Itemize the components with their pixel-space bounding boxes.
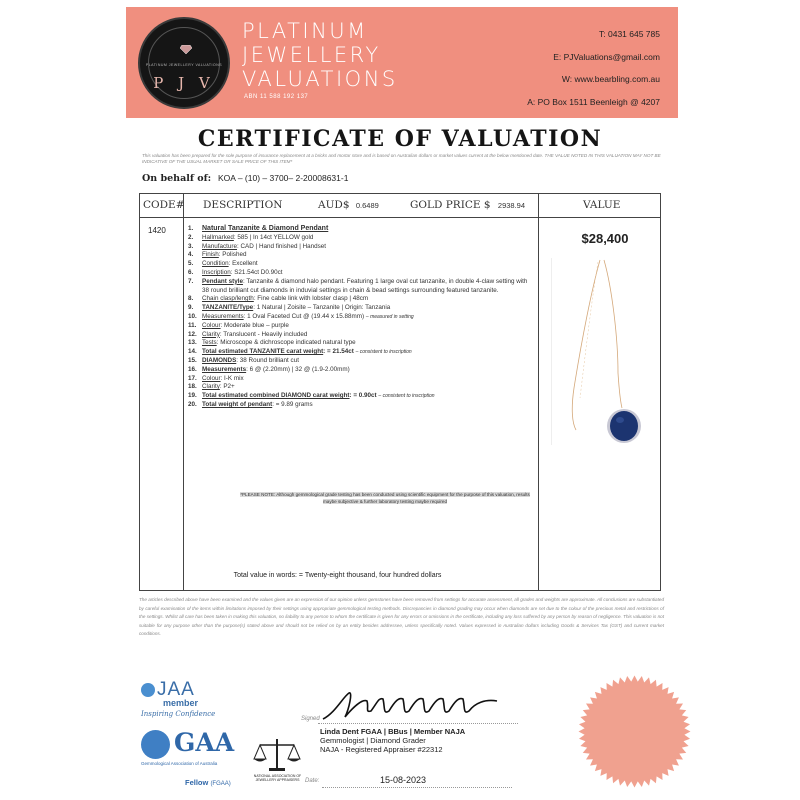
list-item [188, 304, 528, 313]
item-text: : 38 Round brilliant cut [236, 356, 299, 364]
item-label: Colour [202, 321, 221, 329]
item-text: : 1 Oval Faceted Cut @ (19.44 x 15.88mm) [243, 312, 365, 320]
date-line [322, 787, 512, 788]
item-text: : = 21.54ct [323, 348, 354, 356]
item-number: 19. [188, 392, 197, 400]
item-number: 20. [188, 400, 197, 408]
item-number: 17. [188, 374, 197, 382]
item-label: Total weight of pendant [202, 400, 273, 408]
item-text: : Excellent [228, 260, 258, 268]
signer-title: Gemmologist | Diamond Grader [320, 736, 426, 745]
item-code: 1420 [148, 226, 166, 235]
list-item [188, 322, 528, 331]
item-text: : = 0.90ct [349, 392, 377, 400]
item-label: TANZANITE/Type [202, 304, 254, 312]
signer-name: Linda Dent FGAA | BBus | Member NAJA [320, 727, 466, 736]
logo-ring-text: PLATINUM JEWELLERY VALUATIONS [145, 63, 223, 67]
item-number: 9. [188, 304, 194, 312]
item-text: : = 9.89 grams [272, 400, 313, 408]
item-number: 4. [188, 251, 194, 259]
seal-starburst [579, 676, 691, 788]
list-item [188, 375, 528, 384]
company-logo [138, 17, 230, 109]
item-number: 7. [188, 277, 194, 285]
item-label: Total estimated combined DIAMOND carat weight [202, 392, 350, 400]
item-text: : P2+ [219, 383, 235, 391]
naja-name: NATIONAL ASSOCIATION OF JEWELLERY APPRAISERS [253, 774, 302, 782]
code-header: CODE# [143, 199, 185, 211]
item-note: – consistent to inscription [378, 393, 435, 400]
list-item [188, 243, 528, 252]
on-behalf-of [142, 173, 349, 184]
jaa-emblem-icon [141, 683, 155, 697]
item-text: : CAD | Hand finished | Handset [237, 242, 327, 250]
list-item [188, 260, 528, 269]
item-label: Inscription [202, 268, 231, 276]
item-number: 13. [188, 339, 197, 347]
item-number: 2. [188, 233, 194, 241]
item-text: : I-K mix [220, 374, 244, 382]
item-label: Tests [202, 339, 217, 347]
gaa-emblem-icon [141, 730, 170, 759]
valuation-disclaimer: This valuation has been prepared for the sole purpose of insurance replacement at a bricks and mortar store and is based on Australian dollars or market values current at the below mentioned date. THE VALUE NOTED IN THIS VALUATION MAY NOT BE INDICATIVE OF THE USUAL MARKET OR SALE PRICE OF THIS ITEM* [142, 153, 661, 164]
website-address: W: www.bearbling.com.au [561, 74, 660, 84]
on-behalf-label: On behalf of: [142, 173, 212, 184]
column-divider [538, 194, 539, 590]
brand-line: VALUATIONS [242, 67, 398, 91]
item-text: : S21.54ct D0.90ct [230, 268, 283, 276]
list-item [188, 278, 528, 296]
header-divider [140, 217, 660, 218]
item-label: Finish [202, 251, 219, 259]
chain-left [572, 260, 600, 430]
item-number: 8. [188, 295, 194, 303]
item-label: Clarity [202, 330, 220, 338]
list-item [188, 401, 528, 410]
item-note: – measured in setting [365, 313, 414, 320]
gaa-fellow-text: Fellow [185, 778, 209, 787]
scales-icon [250, 737, 305, 773]
item-number: 6. [188, 268, 194, 276]
list-item [188, 348, 528, 357]
aud-rate: 0.6489 [355, 201, 379, 210]
gaa-wordmark: GAA [174, 728, 235, 757]
email-address: E: PJValuations@gmail.com [553, 51, 660, 62]
list-item [188, 225, 528, 234]
jaa-member-text: member [163, 698, 199, 708]
item-text: : Translucent - Heavily included [219, 330, 308, 338]
item-number: 14. [188, 348, 197, 356]
list-item [188, 295, 528, 304]
valuation-amount: $28,400 [581, 231, 629, 246]
item-text: : Fine cable link with lobster clasp | 48cm [253, 295, 369, 303]
brand-line: JEWELLERY [242, 43, 381, 67]
item-title: Natural Tanzanite & Diamond Pendant [202, 225, 329, 232]
signed-label: Signed [301, 716, 320, 722]
aud-header [318, 199, 379, 211]
item-number: 15. [188, 356, 197, 364]
item-label: Measurements [202, 312, 244, 320]
document-title: CERTIFICATE OF VALUATION [197, 126, 603, 152]
brand-line: PLATINUM [242, 19, 368, 43]
item-label: Condition [202, 260, 229, 268]
testing-note-text: *PLEASE NOTE: Although gemmological grade testing has been conducted using scientific equipment for the purpose of this valuation, results maybe subjective & further laboratory testing maybe required [240, 492, 530, 504]
item-label: Measurements [202, 365, 247, 373]
item-label: Hallmarked [202, 233, 234, 241]
testing-note [240, 492, 530, 505]
item-number: 18. [188, 383, 197, 391]
jaa-tagline: Inspiring Confidence [141, 710, 216, 718]
item-label: Total estimated TANZANITE carat weight [202, 348, 324, 356]
description-list [188, 225, 528, 410]
item-number: 12. [188, 330, 197, 338]
gaa-fellow-abbr: (FGAA) [210, 781, 231, 787]
total-value-in-words: Total value in words: = Twenty-eight thousand, four hundred dollars [233, 572, 442, 579]
item-text: : 6 @ (2.20mm) | 32 @ (1.9-2.00mm) [246, 365, 350, 373]
item-text: : 1 Natural | Zoisite – Tanzanite | Origin: Tanzania [253, 304, 391, 312]
certificate-disclaimer: The articles described above have been examined and the values given are an expression of our opinion unless gemstones have been removed from settings for accurate assessment, all grades and weights are approximate. All conclusions are substantiated by careful examination of the items within limitations imposed by their settings using appropriate gemmological testing methods. Discrepancies in diamond grading may occur when diamonds are set due to the colour of the precious metal and restrictions of the settings. Whilst all care has been taken in making this valuation, no liability to any person to whom the certificate is given for any errors or omissions in the certificate, including any loss suffered by any person by reason of negligence. This valuation is not suitable for any purpose other than the purpose(s) stated above and should not be relied on by an entity besides addressee, unless specifically noted. Values expressed in Australian dollars including Goods & Services Tax (GST) and current market conditions. [139, 597, 664, 637]
diamond-icon [180, 45, 192, 54]
description-header: DESCRIPTION [203, 199, 283, 211]
gaa-full-name: Gemmological Association of Australia [141, 761, 218, 766]
item-number: 10. [188, 312, 197, 320]
date-label: Date: [305, 778, 320, 784]
item-note: – consistent to inscription [355, 349, 412, 356]
item-number: 11. [188, 321, 197, 329]
list-item [188, 392, 528, 401]
list-item [188, 357, 528, 366]
tanzanite-stone [610, 411, 638, 441]
item-number: 16. [188, 365, 197, 373]
gaa-fellow-label [185, 778, 231, 787]
item-label: Chain clasp/length [202, 295, 254, 303]
letterhead [126, 7, 678, 118]
gold-price-header [410, 199, 525, 211]
pendant-photo [551, 258, 649, 445]
list-item [188, 313, 528, 322]
item-text: : Microscope & dichroscope indicated natural type [216, 339, 356, 347]
item-text: : 585 | In 14ct YELLOW gold [233, 233, 314, 241]
chain-right [604, 260, 622, 408]
contact-details [527, 23, 660, 113]
list-item [188, 383, 528, 392]
signer-registration: NAJA - Registered Appraiser #22312 [320, 745, 443, 754]
valuation-date: 15-08-2023 [380, 775, 427, 785]
on-behalf-value: KOA – (10) – 3700– 2-20008631-1 [218, 173, 349, 183]
naja-logo [250, 737, 305, 782]
list-item [188, 366, 528, 375]
gold-price-value: 2938.94 [497, 201, 526, 210]
list-item [188, 331, 528, 340]
item-number: 3. [188, 242, 194, 250]
item-label: Colour [202, 374, 221, 382]
list-item [188, 251, 528, 260]
item-number: 1. [188, 225, 194, 232]
signer-details [320, 727, 465, 754]
item-number: 5. [188, 260, 194, 268]
item-label: Pendant style [202, 277, 243, 285]
item-label: DIAMONDS [202, 356, 237, 364]
abn-number: ABN 11 588 192 137 [244, 94, 309, 100]
aud-label: AUD$ [318, 199, 350, 211]
logo-initials: P J V [153, 74, 215, 92]
column-divider [183, 194, 184, 590]
list-item [188, 339, 528, 348]
signature-line [318, 723, 518, 724]
list-item [188, 269, 528, 278]
phone-number: T: 0431 645 785 [599, 29, 660, 39]
item-text: : Tanzanite & diamond halo pendant. Featuring 1 large oval cut tanzanite, in double 4-claw setting with 38 round brilliant cut diamonds in induvial settings in chain & bead settings surrounding featured tanzanite. [202, 277, 528, 294]
list-item [188, 234, 528, 243]
jaa-wordmark: JAA [157, 679, 195, 700]
postal-address: A: PO Box 1511 Beenleigh @ 4207 [527, 96, 660, 107]
brand-name [242, 19, 398, 91]
signature-image [315, 683, 525, 727]
chain-strand [580, 262, 598, 398]
value-header: VALUE [583, 199, 621, 211]
gold-price-label: GOLD PRICE $ [410, 199, 491, 211]
certificate-seal [577, 674, 692, 789]
item-label: Clarity [202, 383, 220, 391]
item-text: : Polished [218, 251, 247, 259]
item-text: : Moderate blue – purple [220, 321, 289, 329]
item-label: Manufacture [202, 242, 238, 250]
